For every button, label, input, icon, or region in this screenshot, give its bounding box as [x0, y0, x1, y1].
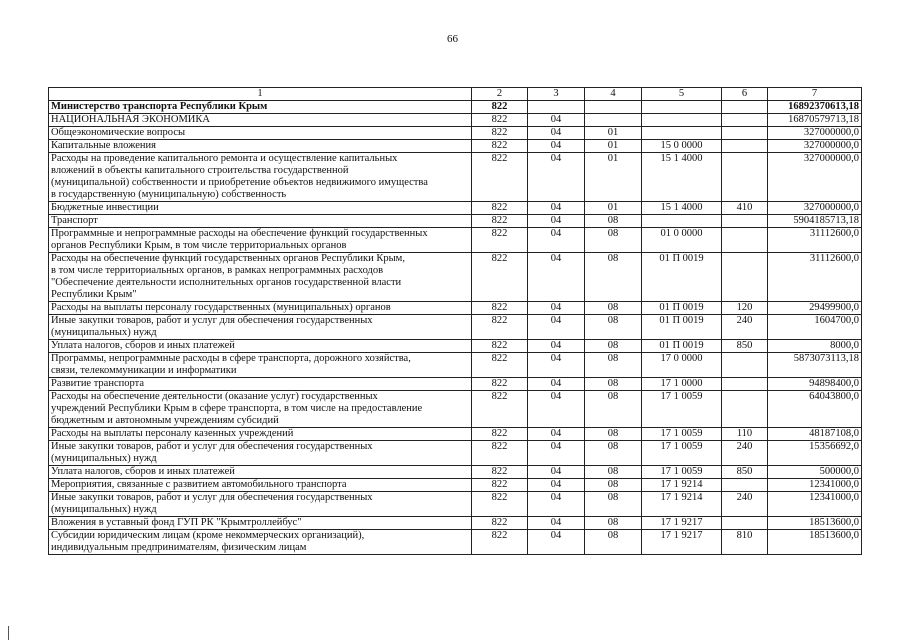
column-header: 2 [472, 88, 528, 101]
amount-cell: 15356692,0 [768, 441, 862, 466]
code-section-cell: 04 [528, 391, 585, 428]
code-expense-type-cell [722, 517, 768, 530]
code-admin-cell: 822 [472, 153, 528, 202]
code-expense-type-cell [722, 101, 768, 114]
code-admin-cell: 822 [472, 530, 528, 555]
amount-cell: 5904185713,18 [768, 215, 862, 228]
code-target-cell: 01 П 0019 [642, 302, 722, 315]
code-expense-type-cell [722, 127, 768, 140]
amount-cell: 18513600,0 [768, 530, 862, 555]
code-subsection-cell: 08 [585, 517, 642, 530]
code-expense-type-cell: 240 [722, 441, 768, 466]
code-admin-cell: 822 [472, 479, 528, 492]
code-target-cell [642, 114, 722, 127]
code-subsection-cell: 08 [585, 441, 642, 466]
row-name-cell: Программные и непрограммные расходы на обеспечение функций государственных органов Республики Крым, в том числе территориальных органов [49, 228, 472, 253]
row-name-cell: НАЦИОНАЛЬНАЯ ЭКОНОМИКА [49, 114, 472, 127]
code-section-cell: 04 [528, 315, 585, 340]
code-expense-type-cell: 240 [722, 315, 768, 340]
code-section-cell: 04 [528, 215, 585, 228]
code-section-cell: 04 [528, 228, 585, 253]
amount-cell: 327000000,0 [768, 153, 862, 202]
code-target-cell: 17 1 9214 [642, 492, 722, 517]
table-row [49, 441, 862, 466]
code-section-cell: 04 [528, 153, 585, 202]
code-section-cell: 04 [528, 140, 585, 153]
row-name-cell: Расходы на обеспечение деятельности (оказание услуг) государственных учреждений Республики Крым в сфере транспорта, в том числе на предоставление бюджетным и автономным учреждениям субсидий [49, 391, 472, 428]
code-section-cell: 04 [528, 378, 585, 391]
row-name-cell: Уплата налогов, сборов и иных платежей [49, 340, 472, 353]
row-name-cell: Расходы на обеспечение функций государственных органов Республики Крым, в том числе территориальных органов, в рамках непрограммных расходов "Обеспечение деятельности исполнительных органов государственной власти Республики Крым" [49, 253, 472, 302]
code-section-cell: 04 [528, 428, 585, 441]
column-header: 7 [768, 88, 862, 101]
row-name-cell: Иные закупки товаров, работ и услуг для обеспечения государственных (муниципальных) нужд [49, 492, 472, 517]
column-header: 4 [585, 88, 642, 101]
code-target-cell: 17 1 0059 [642, 441, 722, 466]
code-subsection-cell: 01 [585, 202, 642, 215]
code-target-cell: 01 П 0019 [642, 315, 722, 340]
code-subsection-cell: 08 [585, 302, 642, 315]
row-name-cell: Развитие транспорта [49, 378, 472, 391]
code-section-cell: 04 [528, 202, 585, 215]
amount-cell: 48187108,0 [768, 428, 862, 441]
amount-cell: 16870579713,18 [768, 114, 862, 127]
code-section-cell: 04 [528, 253, 585, 302]
code-section-cell: 04 [528, 479, 585, 492]
amount-cell: 12341000,0 [768, 492, 862, 517]
code-expense-type-cell [722, 153, 768, 202]
table-row [49, 228, 862, 253]
column-header: 6 [722, 88, 768, 101]
code-target-cell: 15 0 0000 [642, 140, 722, 153]
table-header-row [49, 88, 862, 101]
code-target-cell: 17 1 0059 [642, 428, 722, 441]
code-admin-cell: 822 [472, 114, 528, 127]
code-admin-cell: 822 [472, 517, 528, 530]
code-subsection-cell: 01 [585, 127, 642, 140]
code-subsection-cell: 01 [585, 140, 642, 153]
code-target-cell [642, 101, 722, 114]
code-expense-type-cell: 110 [722, 428, 768, 441]
code-target-cell: 17 1 9214 [642, 479, 722, 492]
code-admin-cell: 822 [472, 441, 528, 466]
table-row [49, 114, 862, 127]
row-name-cell: Бюджетные инвестиции [49, 202, 472, 215]
amount-cell: 327000000,0 [768, 140, 862, 153]
code-expense-type-cell [722, 253, 768, 302]
code-admin-cell: 822 [472, 353, 528, 378]
row-name-cell: Субсидии юридическим лицам (кроме некоммерческих организаций), индивидуальным предпринимателям, физическим лицам [49, 530, 472, 555]
table-row [49, 202, 862, 215]
code-section-cell: 04 [528, 114, 585, 127]
table-row [49, 302, 862, 315]
code-subsection-cell: 08 [585, 228, 642, 253]
scan-edge-mark [8, 626, 9, 640]
table-row [49, 315, 862, 340]
code-section-cell [528, 101, 585, 114]
code-admin-cell: 822 [472, 428, 528, 441]
table-row [49, 466, 862, 479]
code-admin-cell: 822 [472, 302, 528, 315]
amount-cell: 5873073113,18 [768, 353, 862, 378]
code-subsection-cell: 08 [585, 391, 642, 428]
code-section-cell: 04 [528, 353, 585, 378]
row-name-cell: Мероприятия, связанные с развитием автомобильного транспорта [49, 479, 472, 492]
code-target-cell: 17 1 0000 [642, 378, 722, 391]
code-expense-type-cell: 850 [722, 340, 768, 353]
amount-cell: 31112600,0 [768, 228, 862, 253]
row-name-cell: Вложения в уставный фонд ГУП РК "Крымтроллейбус" [49, 517, 472, 530]
code-admin-cell: 822 [472, 253, 528, 302]
amount-cell: 18513600,0 [768, 517, 862, 530]
amount-cell: 8000,0 [768, 340, 862, 353]
code-subsection-cell: 08 [585, 492, 642, 517]
code-subsection-cell: 08 [585, 315, 642, 340]
code-expense-type-cell [722, 391, 768, 428]
code-expense-type-cell: 240 [722, 492, 768, 517]
code-subsection-cell: 08 [585, 479, 642, 492]
code-subsection-cell: 08 [585, 340, 642, 353]
table-row [49, 530, 862, 555]
code-subsection-cell [585, 101, 642, 114]
code-expense-type-cell: 120 [722, 302, 768, 315]
page-number: 66 [447, 33, 458, 45]
table-body [49, 101, 862, 555]
code-subsection-cell [585, 114, 642, 127]
amount-cell: 64043800,0 [768, 391, 862, 428]
code-expense-type-cell: 850 [722, 466, 768, 479]
code-subsection-cell: 08 [585, 428, 642, 441]
code-section-cell: 04 [528, 492, 585, 517]
table-row [49, 215, 862, 228]
amount-cell: 16892370613,18 [768, 101, 862, 114]
amount-cell: 29499900,0 [768, 302, 862, 315]
code-target-cell: 17 1 0059 [642, 466, 722, 479]
row-name-cell: Расходы на выплаты персоналу государственных (муниципальных) органов [49, 302, 472, 315]
table-row [49, 253, 862, 302]
code-subsection-cell: 08 [585, 353, 642, 378]
code-subsection-cell: 08 [585, 530, 642, 555]
row-name-cell: Министерство транспорта Республики Крым [49, 101, 472, 114]
code-admin-cell: 822 [472, 202, 528, 215]
table-row [49, 153, 862, 202]
row-name-cell: Программы, непрограммные расходы в сфере транспорта, дорожного хозяйства, связи, телекоммуникации и информатики [49, 353, 472, 378]
code-target-cell: 17 1 9217 [642, 530, 722, 555]
code-admin-cell: 822 [472, 466, 528, 479]
code-subsection-cell: 08 [585, 215, 642, 228]
code-subsection-cell: 08 [585, 466, 642, 479]
code-target-cell [642, 127, 722, 140]
code-admin-cell: 822 [472, 340, 528, 353]
table-row [49, 391, 862, 428]
code-subsection-cell: 08 [585, 378, 642, 391]
code-expense-type-cell [722, 479, 768, 492]
code-expense-type-cell [722, 228, 768, 253]
code-admin-cell: 822 [472, 127, 528, 140]
column-header: 5 [642, 88, 722, 101]
budget-table [48, 87, 862, 555]
code-expense-type-cell: 810 [722, 530, 768, 555]
row-name-cell: Иные закупки товаров, работ и услуг для обеспечения государственных (муниципальных) нужд [49, 315, 472, 340]
code-admin-cell: 822 [472, 378, 528, 391]
code-expense-type-cell [722, 140, 768, 153]
code-admin-cell: 822 [472, 492, 528, 517]
code-subsection-cell: 08 [585, 253, 642, 302]
code-admin-cell: 822 [472, 215, 528, 228]
code-target-cell [642, 215, 722, 228]
code-target-cell: 17 0 0000 [642, 353, 722, 378]
amount-cell: 31112600,0 [768, 253, 862, 302]
code-section-cell: 04 [528, 530, 585, 555]
code-section-cell: 04 [528, 441, 585, 466]
code-section-cell: 04 [528, 127, 585, 140]
code-target-cell: 17 1 9217 [642, 517, 722, 530]
table-row [49, 101, 862, 114]
row-name-cell: Капитальные вложения [49, 140, 472, 153]
amount-cell: 1604700,0 [768, 315, 862, 340]
amount-cell: 327000000,0 [768, 127, 862, 140]
row-name-cell: Общеэкономические вопросы [49, 127, 472, 140]
code-section-cell: 04 [528, 340, 585, 353]
row-name-cell: Расходы на проведение капитального ремонта и осуществление капитальных вложений в объекты капитального строительства государственной (муниципальной) собственности и приобретение объектов недвижимого имущества в государственную (муниципальную) собственность [49, 153, 472, 202]
column-header: 3 [528, 88, 585, 101]
code-admin-cell: 822 [472, 101, 528, 114]
code-subsection-cell: 01 [585, 153, 642, 202]
code-section-cell: 04 [528, 466, 585, 479]
table-row [49, 517, 862, 530]
row-name-cell: Расходы на выплаты персоналу казенных учреждений [49, 428, 472, 441]
code-expense-type-cell [722, 378, 768, 391]
code-section-cell: 04 [528, 517, 585, 530]
table-row [49, 353, 862, 378]
code-admin-cell: 822 [472, 228, 528, 253]
code-admin-cell: 822 [472, 140, 528, 153]
amount-cell: 94898400,0 [768, 378, 862, 391]
row-name-cell: Транспорт [49, 215, 472, 228]
table-row [49, 428, 862, 441]
code-target-cell: 01 0 0000 [642, 228, 722, 253]
amount-cell: 12341000,0 [768, 479, 862, 492]
column-header: 1 [49, 88, 472, 101]
code-target-cell: 17 1 0059 [642, 391, 722, 428]
table-row [49, 340, 862, 353]
code-section-cell: 04 [528, 302, 585, 315]
table-row [49, 127, 862, 140]
code-target-cell: 01 П 0019 [642, 340, 722, 353]
code-expense-type-cell [722, 114, 768, 127]
code-target-cell: 15 1 4000 [642, 202, 722, 215]
code-expense-type-cell [722, 215, 768, 228]
table-row [49, 378, 862, 391]
table-row [49, 140, 862, 153]
table-row [49, 479, 862, 492]
code-admin-cell: 822 [472, 315, 528, 340]
amount-cell: 500000,0 [768, 466, 862, 479]
row-name-cell: Иные закупки товаров, работ и услуг для обеспечения государственных (муниципальных) нужд [49, 441, 472, 466]
table-row [49, 492, 862, 517]
code-expense-type-cell: 410 [722, 202, 768, 215]
code-expense-type-cell [722, 353, 768, 378]
code-target-cell: 15 1 4000 [642, 153, 722, 202]
amount-cell: 327000000,0 [768, 202, 862, 215]
code-admin-cell: 822 [472, 391, 528, 428]
code-target-cell: 01 П 0019 [642, 253, 722, 302]
row-name-cell: Уплата налогов, сборов и иных платежей [49, 466, 472, 479]
